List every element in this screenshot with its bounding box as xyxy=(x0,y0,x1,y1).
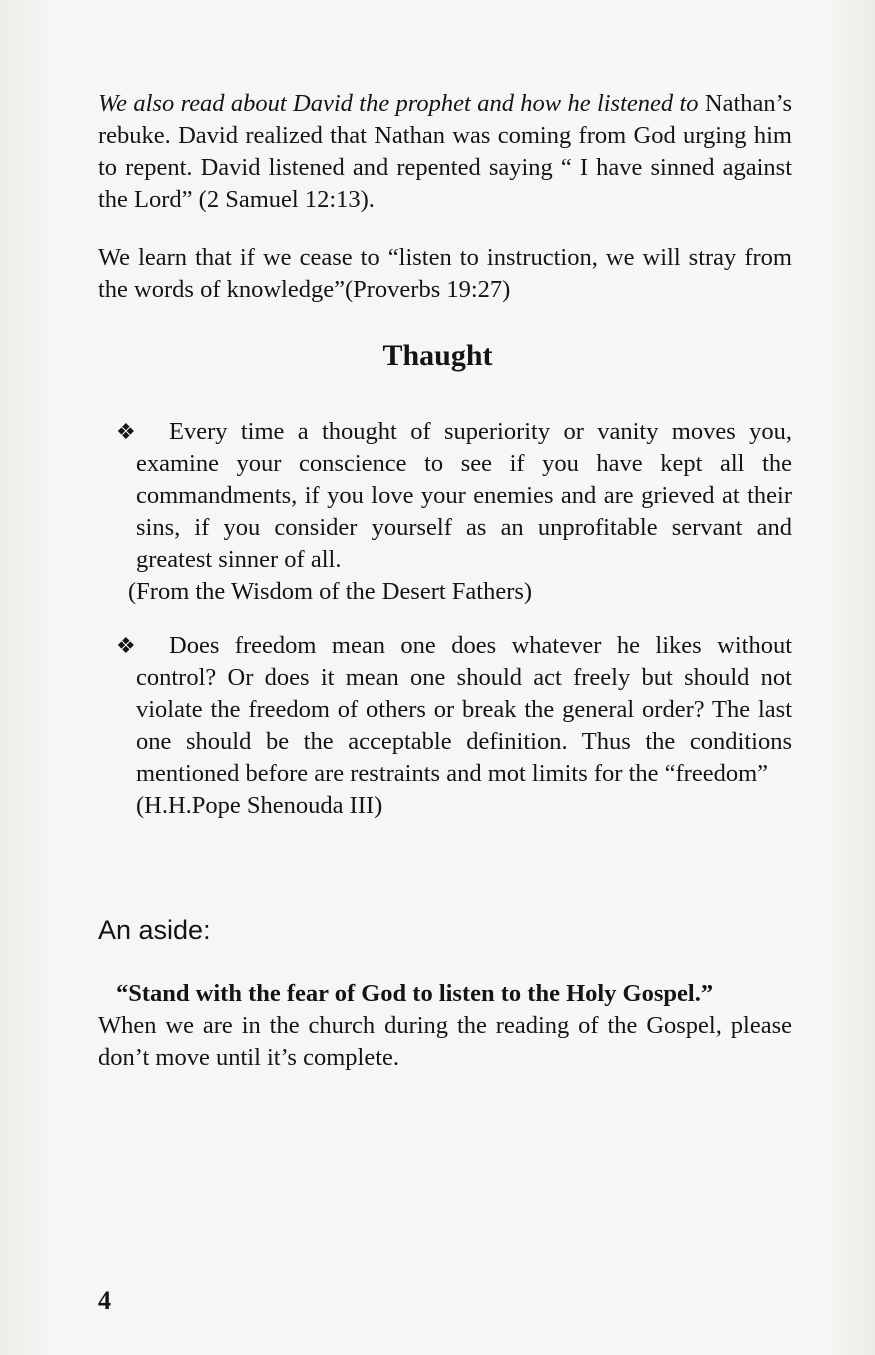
thought-source: (From the Wisdom of the Desert Fathers) xyxy=(128,578,533,605)
paragraph-david-body: Nathan’s rebuke. David realized that Nathan was coming from God urging him to repent. David listened and repented saying “ I have sinned against the Lord” (2 Samuel 12:13). xyxy=(98,90,792,213)
aside-block xyxy=(98,978,792,1074)
thought-source: (H.H.Pope Shenouda III) xyxy=(136,792,383,819)
paragraph-proverbs: We learn that if we cease to “listen to instruction, we will stray from the words of knowledge”(Proverbs 19:27) xyxy=(98,244,792,303)
four-diamond-bullet-icon: ❖ xyxy=(116,419,136,444)
thought-item-desert-fathers xyxy=(98,416,792,608)
section-heading: Thaught xyxy=(382,339,493,372)
aside-title: An aside: xyxy=(98,915,211,945)
thought-text-row xyxy=(98,630,792,790)
thought-text-row xyxy=(98,416,792,576)
paragraph-david-nathan xyxy=(98,88,792,216)
aside-body: When we are in the church during the reading of the Gospel, please don’t move until it’s complete. xyxy=(98,1012,792,1071)
thought-text: Every time a thought of superiority or vanity moves you, examine your conscience to see if you have kept all the commandments, if you love your enemies and are grieved at their sins, if you consider yourself as an unprofitable servant and greatest sinner of all. xyxy=(136,418,792,573)
thought-text: Does freedom mean one does whatever he likes without control? Or does it mean one should act freely but should not violate the freedom of others or break the general order? The last one should be the acceptable definition. Thus the conditions mentioned before are restraints and mot limits for the “freedom” xyxy=(136,632,792,787)
four-diamond-bullet-icon: ❖ xyxy=(116,633,136,658)
aside-quote: “Stand with the fear of God to listen to the Holy Gospel.” xyxy=(116,980,714,1007)
page-number: 4 xyxy=(98,1286,111,1315)
paragraph-david-first-line: We also read about David the prophet and how he listened to xyxy=(98,90,699,117)
thought-item-pope-shenouda xyxy=(98,630,792,822)
